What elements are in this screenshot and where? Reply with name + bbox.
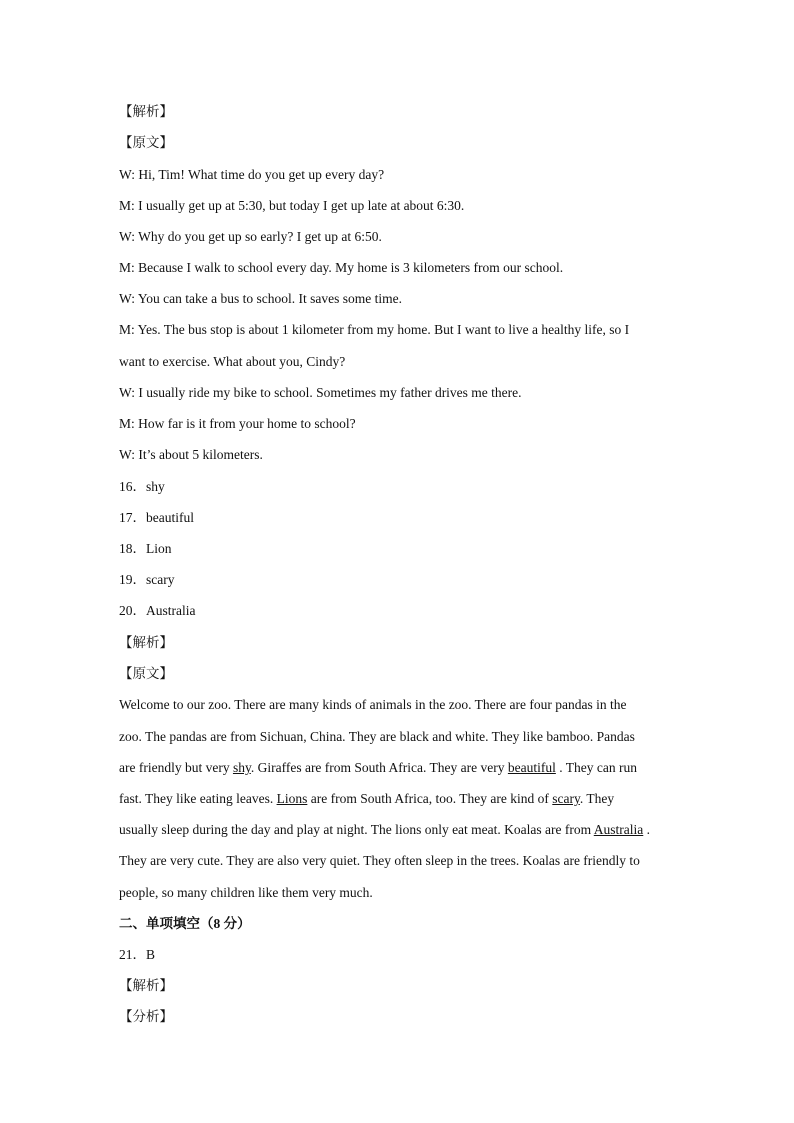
passage-line	[119, 790, 679, 808]
dialogue-line: M: I usually get up at 5:30, but today I get up late at about 6:30.	[119, 198, 465, 213]
passage-line: Welcome to our zoo. There are many kinds of animals in the zoo. There are four pandas in the	[119, 697, 627, 712]
passage-text: usually sleep during the day and play at night. The lions only eat meat. Koalas are from	[119, 822, 594, 837]
passage-line: zoo. The pandas are from Sichuan, China. They are black and white. They like bamboo. Pandas	[119, 729, 635, 744]
underlined-answer: scary	[552, 791, 580, 806]
label-jiexi: 【解析】	[119, 104, 173, 119]
dialogue-line: W: You can take a bus to school. It saves some time.	[119, 291, 402, 306]
label-yuanwen: 【原文】	[119, 666, 173, 681]
answer-item: 20．Australia	[119, 603, 196, 618]
dialogue-line: M: Yes. The bus stop is about 1 kilometer from my home. But I want to live a healthy life, so I	[119, 322, 630, 337]
answer-item: 16．shy	[119, 479, 165, 494]
passage-text: fast. They like eating leaves.	[119, 791, 277, 806]
dialogue-line: M: How far is it from your home to school?	[119, 416, 356, 431]
label-fenxi: 【分析】	[119, 1009, 173, 1024]
dialogue-line: W: Hi, Tim! What time do you get up every day?	[119, 167, 385, 182]
underlined-answer: Australia	[593, 822, 644, 837]
underlined-answer: beautiful	[507, 760, 556, 775]
passage-line	[119, 821, 679, 839]
dialogue-line: W: It’s about 5 kilometers.	[119, 447, 263, 462]
passage-text: . Giraffes are from South Africa. They are very	[250, 760, 508, 775]
answer-item: 17．beautiful	[119, 510, 194, 525]
dialogue-line: W: I usually ride my bike to school. Sometimes my father drives me there.	[119, 385, 522, 400]
dialogue-line: W: Why do you get up so early? I get up at 6:50.	[119, 229, 382, 244]
passage-line: people, so many children like them very much.	[119, 885, 373, 900]
passage-line	[119, 759, 679, 777]
passage-text: are friendly but very	[119, 760, 233, 775]
passage-line: They are very cute. They are also very quiet. They often sleep in the trees. Koalas are friendly to	[119, 853, 640, 868]
underlined-answer: shy	[232, 760, 251, 775]
answer-item: 18．Lion	[119, 541, 172, 556]
question-answer: 21．B	[119, 947, 156, 962]
dialogue-line: M: Because I walk to school every day. My home is 3 kilometers from our school.	[119, 260, 564, 275]
passage-text: are from South Africa, too. They are kind of	[307, 791, 553, 806]
passage-text: . They can run	[555, 760, 637, 775]
dialogue-line: want to exercise. What about you, Cindy?	[119, 354, 346, 369]
label-jiexi: 【解析】	[119, 635, 173, 650]
underlined-answer: Lions	[276, 791, 308, 806]
label-jiexi: 【解析】	[119, 978, 173, 993]
label-yuanwen: 【原文】	[119, 135, 173, 150]
passage-text: . They	[579, 791, 615, 806]
passage-text: .	[643, 822, 651, 837]
answer-item: 19．scary	[119, 572, 175, 587]
section-title: 二、单项填空（8 分）	[119, 916, 251, 931]
